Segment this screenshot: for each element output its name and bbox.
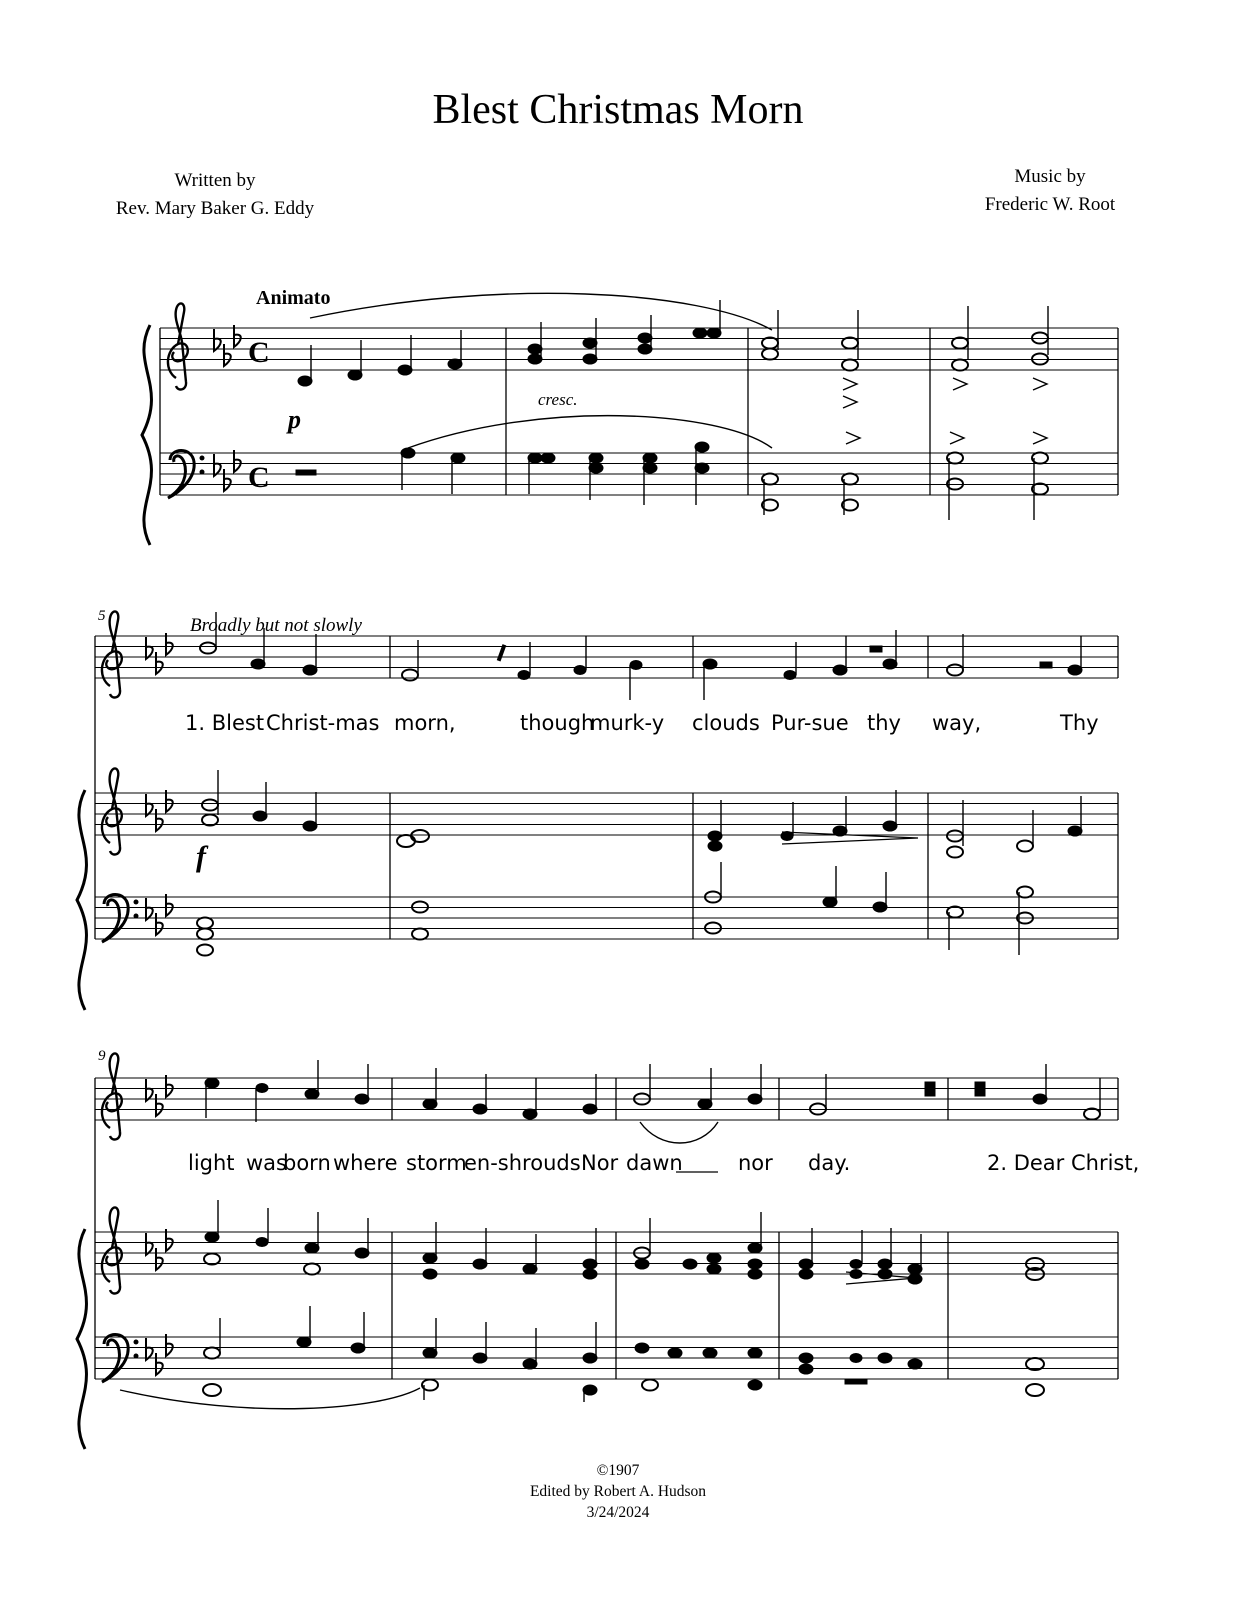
page-title: Blest Christmas Morn <box>432 87 804 133</box>
svg-text:2. Dear Christ,: 2. Dear Christ, <box>987 1151 1140 1175</box>
svg-text:1. Blest: 1. Blest <box>185 711 265 735</box>
svg-text:Thy: Thy <box>1060 711 1099 735</box>
tie-slur <box>640 1122 718 1143</box>
svg-text:where: where <box>333 1151 398 1175</box>
staff-3-treble <box>95 1232 1118 1274</box>
svg-text:born: born <box>283 1151 331 1175</box>
svg-text:way,: way, <box>932 711 982 735</box>
notes-system-3 <box>203 1060 1100 1402</box>
svg-text:Nor: Nor <box>581 1151 619 1175</box>
lyricist-label: Written by <box>174 170 256 191</box>
svg-text:morn,: morn, <box>394 711 456 735</box>
page-footer <box>0 1460 1236 1523</box>
notes-system-2 <box>197 612 1082 956</box>
measure-number: 9 <box>98 1048 106 1064</box>
common-time-icon: C <box>248 336 270 369</box>
phrase-slur <box>408 416 772 448</box>
system-3 <box>77 1048 1139 1449</box>
svg-text:clouds: clouds <box>692 711 760 735</box>
svg-text:storm: storm <box>406 1151 467 1175</box>
measure-number: 5 <box>98 608 106 624</box>
svg-text:light: light <box>188 1151 235 1175</box>
lyrics-line-2 <box>188 1151 1139 1175</box>
brace-icon <box>77 790 86 1010</box>
staff-2-bass <box>95 897 1118 939</box>
editor-text: Edited by Robert A. Hudson <box>529 1483 707 1500</box>
treble-clef-icon <box>102 768 122 854</box>
brace-icon <box>77 1229 86 1449</box>
treble-clef-icon <box>102 611 122 697</box>
composer-name: Frederic W. Root <box>984 194 1116 215</box>
dynamic-crescendo: cresc. <box>538 390 578 409</box>
lyricist-name: Rev. Mary Baker G. Eddy <box>115 198 315 219</box>
svg-text:was: was <box>246 1151 287 1175</box>
tie-slur <box>120 1388 420 1409</box>
staff-3-bass <box>95 1337 1118 1379</box>
copyright-text: ©1907 <box>596 1462 640 1479</box>
svg-text:murk-y: murk-y <box>590 711 665 735</box>
treble-clef-icon <box>168 303 188 389</box>
staff-2-treble <box>95 793 1118 835</box>
treble-clef-icon <box>102 1207 122 1293</box>
date-text: 3/24/2024 <box>586 1504 650 1521</box>
accent-marks-icon <box>843 378 1047 444</box>
staff-2-voice <box>95 636 1118 678</box>
expression-marking: Broadly but not slowly <box>190 615 362 636</box>
svg-text:en-shrouds: en-shrouds <box>464 1151 581 1175</box>
composer-label: Music by <box>1014 166 1086 187</box>
system-2 <box>77 608 1118 1010</box>
notes-system-1 <box>296 300 1048 520</box>
dynamic-piano: p <box>288 405 301 434</box>
svg-text:thy: thy <box>867 711 901 735</box>
common-time-icon: C <box>248 461 270 494</box>
decrescendo-hairpin <box>782 832 918 844</box>
key-signature-flats-icon <box>214 325 241 491</box>
brace-icon <box>142 325 151 545</box>
system-1 <box>142 287 1118 545</box>
svg-text:dawn: dawn <box>626 1151 683 1175</box>
svg-text:Pur-sue: Pur-sue <box>771 711 849 735</box>
tempo-marking: Animato <box>256 287 331 309</box>
dynamic-forte: f <box>196 840 206 873</box>
treble-clef-icon <box>102 1053 122 1139</box>
lyrics-line-1 <box>185 711 1099 735</box>
svg-text:though: though <box>520 711 595 735</box>
svg-text:day.: day. <box>808 1151 851 1175</box>
svg-text:Christ-mas: Christ-mas <box>266 711 380 735</box>
svg-text:nor: nor <box>738 1151 773 1175</box>
staff-3-voice <box>95 1078 1118 1120</box>
